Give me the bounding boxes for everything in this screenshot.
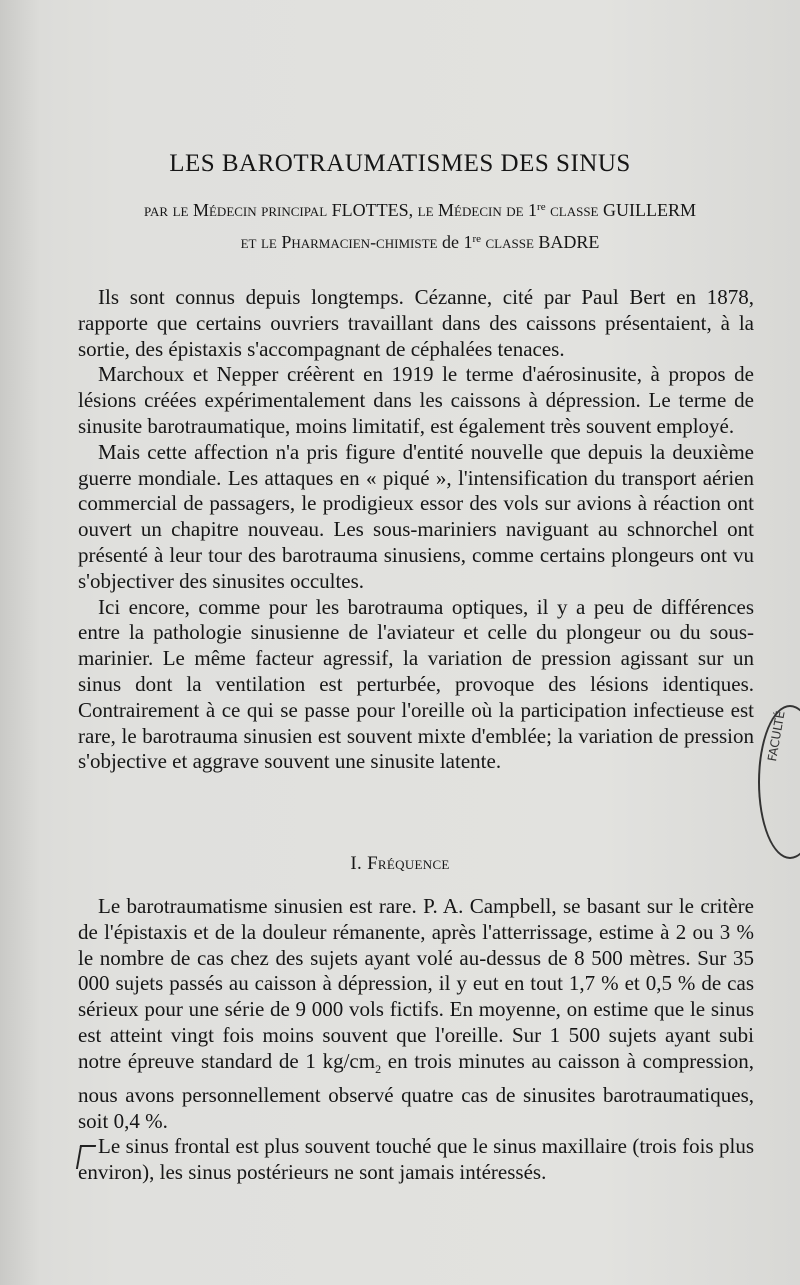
authors-le: le	[417, 200, 434, 220]
section-paragraph-1-b: en trois minutes au caisson à compression, nous avons personnellement observé quatre cas de sinusites barotraumatiques, soit 0,4 %.	[78, 1048, 755, 1133]
author3-de: de	[441, 232, 459, 252]
intro-paragraph-1: Ils sont connus depuis longtemps. Cézanne, cité par Paul Bert en 1878, rapporte que certains ouvriers travaillant dans des caissons présentaient, à la sortie, des épistaxis s'accompagnant de céphalées tenaces.	[78, 285, 754, 361]
section-heading	[0, 853, 800, 875]
authors-par: par le	[144, 200, 189, 220]
intro-paragraph-4: Ici encore, comme pour les barotrauma optiques, il y a peu de différences entre la pathologie sinusienne de l'aviateur et celle du plongeur ou du sous-marinier. Le même facteur agressif, la variation de pression agissant sur un sinus dont la ventilation est perturbée, provoque des lésions identiques. Contrairement à ce qui se passe pour l'oreille où la participation infectieuse est rare, le barotrauma sinusien est souvent mixte d'emblée; la variation de pression s'objective et aggrave souvent une sinusite latente.	[78, 594, 754, 774]
section-number: I.	[350, 853, 362, 874]
author2-classe: classe	[550, 200, 599, 220]
author2-class-ord: 1	[528, 200, 538, 220]
intro-paragraph-2: Marchoux et Nepper créèrent en 1919 le terme d'aérosinusite, à propos de lésions créées expérimentalement dans les caissons à dépression. Le terme de sinusite barotraumatique, moins limitatif, est également très souvent employé.	[78, 362, 754, 438]
author1-name: FLOTTES	[331, 200, 409, 220]
authors-et: et le	[240, 232, 277, 252]
author2-class-sup: re	[537, 201, 546, 213]
section-paragraph-1-sub: 2	[375, 1061, 382, 1076]
section-paragraph-2: Le sinus frontal est plus souvent touché que le sinus maxillaire (trois fois plus environ), les sinus postérieurs ne sont jamais intéressés.	[78, 1134, 754, 1185]
intro-paragraph-3: Mais cette affection n'a pris figure d'entité nouvelle que depuis la deuxième guerre mondiale. Les attaques en « piqué », l'intensification du transport aérien commercial de passagers, le prodigieux essor des vols sur avions à réaction ont ouvert un chapitre nouveau. Les sous-mariniers naviguant au schnorchel ont présenté à leur tour des barotrauma sinusiens, comme certains plongeurs ont vu s'objectiver des sinusites occultes.	[78, 439, 754, 593]
article-title: LES BAROTRAUMATISMES DES SINUS	[169, 150, 631, 177]
library-stamp-text: FACULTÉ	[765, 709, 788, 763]
author3-rank: Pharmacien-chimiste	[281, 232, 438, 252]
section-body	[78, 894, 754, 1186]
authors-line-1: par le Médecin principal FLOTTES, le Médecin de 1re classe GUILLERM	[144, 200, 696, 220]
intro-body	[78, 285, 754, 775]
section-title: Fréquence	[367, 853, 450, 874]
author3-class-ord: 1	[463, 232, 473, 252]
section-paragraph-1-a: Le barotraumatisme sinusien est rare. P. A. Campbell, se basant sur le critère de l'épistaxis et de la douleur rémanente, après l'atterrissage, estime à 2 ou 3 % le nombre de cas chez des sujets ayant volé au-dessus de 8 500 mètres. Sur 35 000 sujets passés au caisson à dépression, il y eut en tout 1,7 % et 0,5 % de cas sérieux pour une série de 9 000 vols fictifs. En moyenne, on estime que le sinus est atteint vingt fois moins souvent que l'oreille. Sur 1 500 sujets ayant subi notre épreuve standard de 1 kg/cm	[78, 894, 754, 1073]
author2-rank: Médecin de	[438, 200, 524, 220]
author2-name: GUILLERM	[603, 200, 696, 220]
author1-rank: Médecin principal	[192, 200, 328, 220]
author3-name: BADRE	[538, 232, 600, 252]
section-paragraph-1	[78, 894, 754, 1134]
author3-classe: classe	[485, 232, 534, 252]
author3-class-sup: re	[472, 233, 481, 245]
authors-line-2	[20, 232, 800, 253]
